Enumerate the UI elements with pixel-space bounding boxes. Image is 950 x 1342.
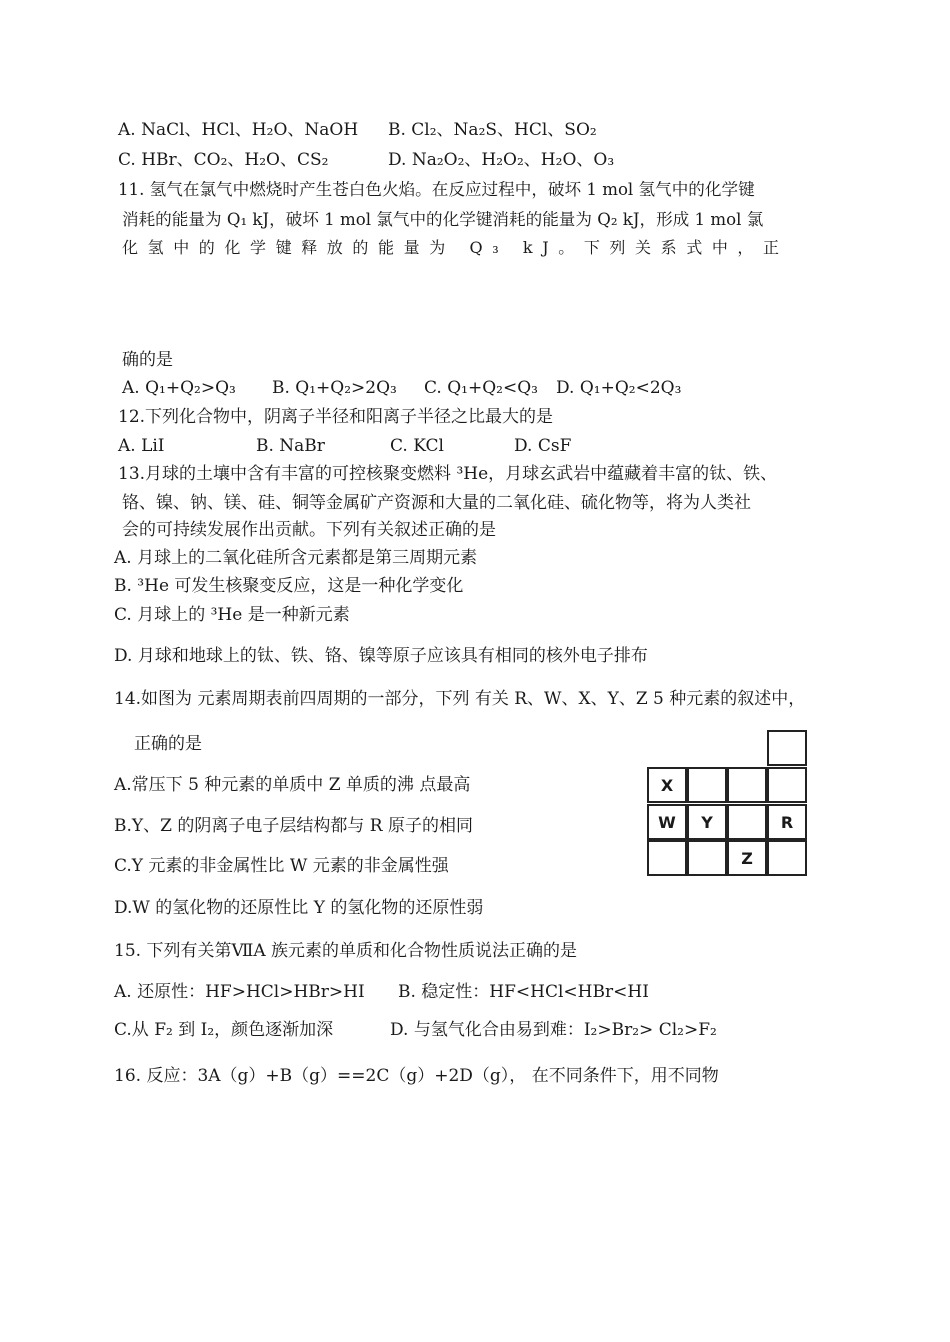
q11-option-d: D. Q₁+Q₂<2Q₃ [556, 378, 682, 398]
table-cell-r: R [767, 804, 807, 840]
q13-stem-line1: 13.月球的土壤中含有丰富的可控核聚变燃料 ³He，月球玄武岩中蕴藏着丰富的钛、铁、 [118, 464, 778, 484]
table-cell-empty [767, 840, 807, 876]
q13-option-b: B. ³He 可发生核聚变反应，这是一种化学变化 [114, 576, 464, 596]
q11-option-c: C. Q₁+Q₂<Q₃ [424, 378, 538, 398]
q11-stem-line1: 11. 氢气在氯气中燃烧时产生苍白色火焰。在反应过程中，破坏 1 mol 氢气中的化学键 [118, 180, 755, 199]
table-cell-z: Z [727, 840, 767, 876]
q14-option-a: A.常压下 5 种元素的单质中 Z 单质的沸 点最高 [114, 775, 471, 795]
q12-option-d: D. CsF [514, 436, 572, 456]
q15-stem: 15. 下列有关第ⅦA 族元素的单质和化合物性质说法正确的是 [114, 941, 578, 961]
q10-option-c: C. HBr、CO₂、H₂O、CS₂ [118, 150, 329, 170]
q14-option-c: C.Y 元素的非金属性比 W 元素的非金属性强 [114, 856, 449, 876]
q15-option-a: A. 还原性：HF>HCl>HBr>HI [114, 982, 365, 1002]
q10-option-d: D. Na₂O₂、H₂O₂、H₂O、O₃ [388, 150, 615, 170]
q16-stem: 16. 反应：3A（g）+B（g）==2C（g）+2D（g）， 在不同条件下，用不同物 [114, 1066, 719, 1086]
q15-option-c: C.从 F₂ 到 I₂，颜色逐渐加深 [114, 1020, 334, 1040]
q14-stem-line1: 14.如图为 元素周期表前四周期的一部分，下列 有关 R、W、X、Y、Z 5 种元素的叙述中， [114, 689, 806, 709]
q14-option-b: B.Y、Z 的阴离子电子层结构都与 R 原子的相同 [114, 816, 473, 836]
table-cell-w: W [647, 804, 687, 840]
table-cell-empty [727, 804, 767, 840]
q13-option-d: D. 月球和地球上的钛、铁、铬、镍等原子应该具有相同的核外电子排布 [114, 646, 648, 666]
q11-stem-line2: 消耗的能量为 Q₁ kJ，破坏 1 mol 氯气中的化学键消耗的能量为 Q₂ kJ，形成 1 mol 氯 [122, 210, 764, 229]
q11-option-a: A. Q₁+Q₂>Q₃ [122, 378, 236, 398]
q12-stem: 12.下列化合物中，阴离子半径和阳离子半径之比最大的是 [118, 407, 554, 427]
q13-option-c: C. 月球上的 ³He 是一种新元素 [114, 605, 350, 625]
q13-option-a: A. 月球上的二氧化硅所含元素都是第三周期元素 [114, 548, 478, 568]
q13-stem-line2: 铬、镍、钠、镁、硅、铜等金属矿产资源和大量的二氧化硅、硫化物等，将为人类社 [122, 493, 751, 513]
table-cell-empty [687, 840, 727, 876]
table-cell-empty [687, 767, 727, 803]
q12-option-c: C. KCl [390, 436, 444, 456]
q12-option-b: B. NaBr [256, 436, 325, 456]
table-cell-y: Y [687, 804, 727, 840]
q11-option-b: B. Q₁+Q₂>2Q₃ [272, 378, 397, 398]
q11-stem-line3: 化氢中的化学键释放的能量为 Q₃ kJ。下列关系式中，正 [122, 238, 789, 257]
table-cell-empty [767, 767, 807, 803]
table-cell-empty [767, 730, 807, 766]
table-cell-empty [647, 840, 687, 876]
q14-stem-line2: 正确的是 [134, 734, 202, 754]
periodic-table-fragment [647, 730, 811, 876]
q11-stem-line4: 确的是 [122, 350, 173, 370]
table-cell-x: X [647, 767, 687, 803]
q13-stem-line3: 会的可持续发展作出贡献。下列有关叙述正确的是 [122, 520, 496, 540]
q15-option-d: D. 与氢气化合由易到难：I₂>Br₂> Cl₂>F₂ [390, 1020, 717, 1040]
q10-option-a: A. NaCl、HCl、H₂O、NaOH [118, 120, 359, 140]
q10-option-b: B. Cl₂、Na₂S、HCl、SO₂ [388, 120, 597, 140]
q14-option-d: D.W 的氢化物的还原性比 Y 的氢化物的还原性弱 [114, 898, 484, 918]
table-cell-empty [727, 767, 767, 803]
q15-option-b: B. 稳定性：HF<HCl<HBr<HI [398, 982, 649, 1002]
q12-option-a: A. LiI [118, 436, 165, 456]
